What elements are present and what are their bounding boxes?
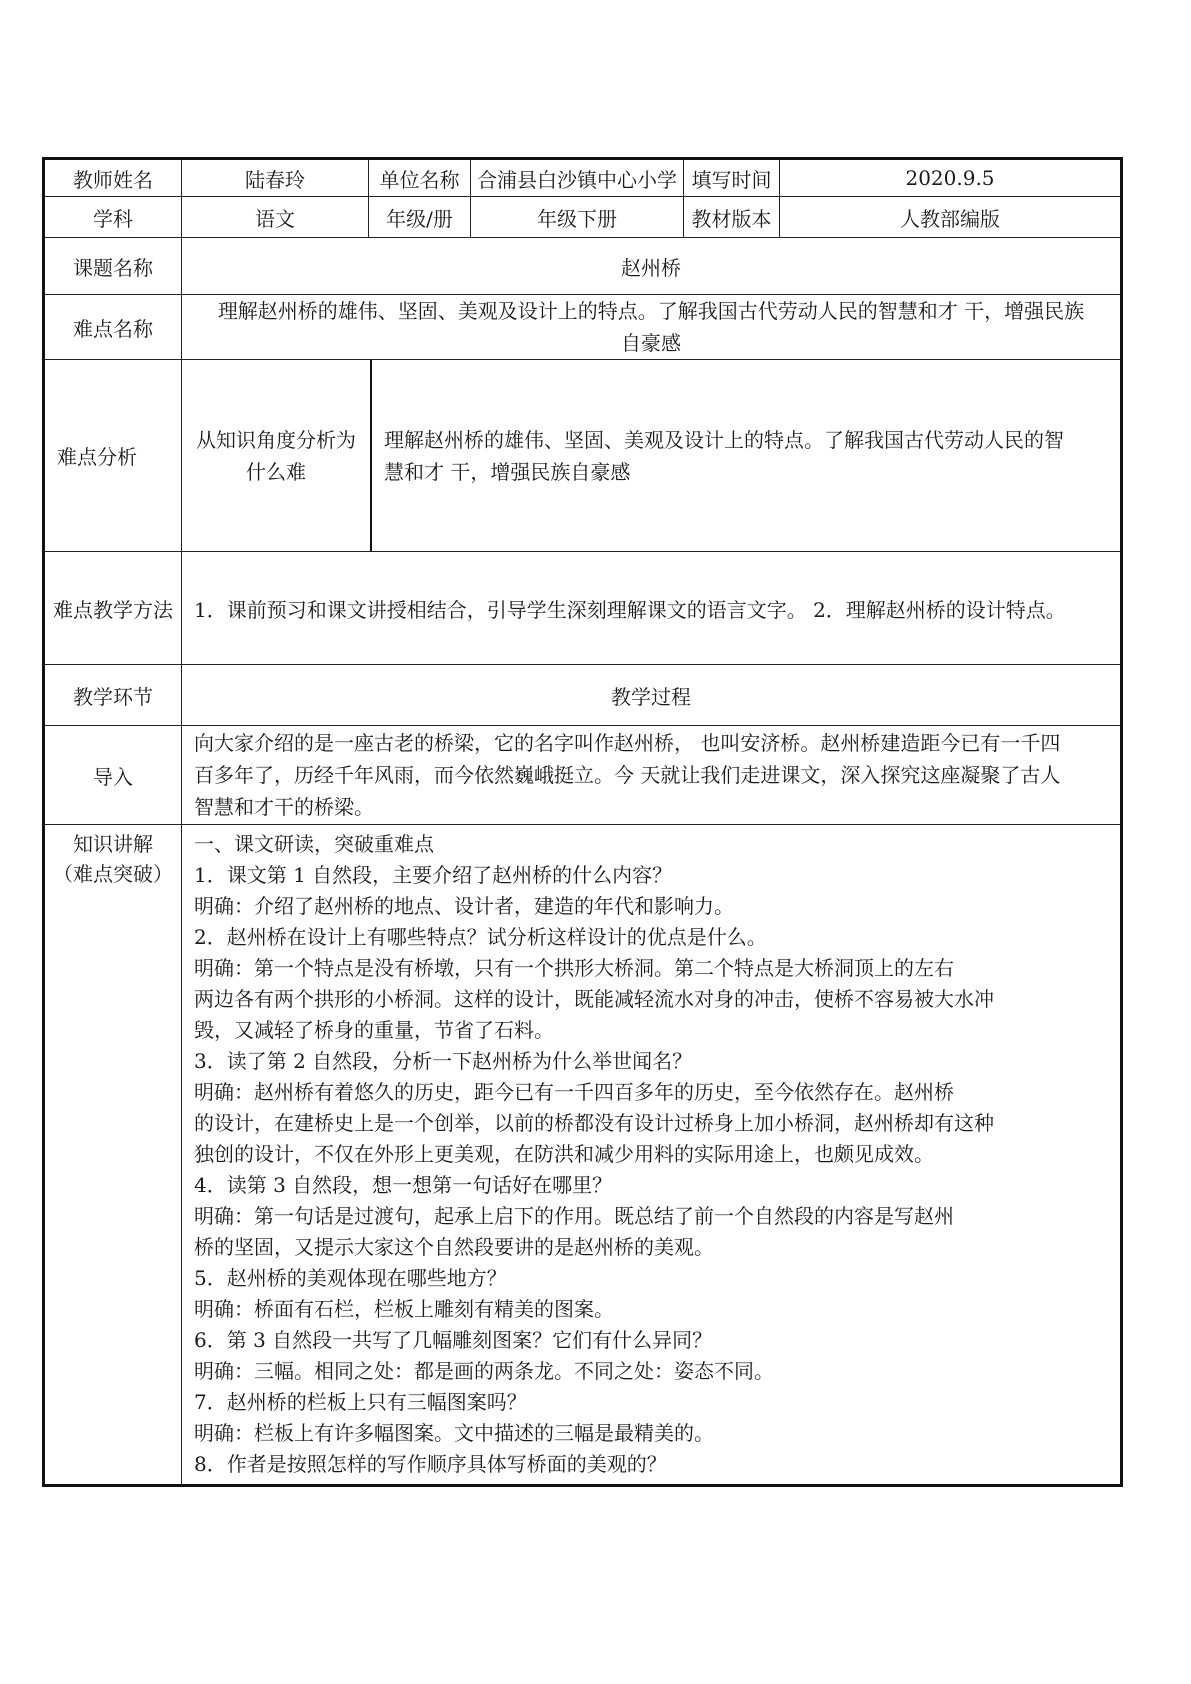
- knowledge-label: [44, 825, 182, 1486]
- topic-row: [44, 238, 1122, 295]
- knowledge-line: 明确：桥面有石栏，栏板上雕刻有精美的图案。: [194, 1297, 614, 1321]
- knowledge-label-line-2: （难点突破）: [53, 862, 173, 886]
- difficulty-value: [182, 295, 1122, 360]
- lesson-plan-table: [42, 157, 1123, 1487]
- process-label: 教学环节: [44, 665, 182, 726]
- knowledge-row: [44, 825, 1122, 1486]
- teacher-value: 陆春玲: [182, 159, 369, 197]
- knowledge-line: 2．赵州桥在设计上有哪些特点？试分析这样设计的优点是什么。: [194, 925, 767, 949]
- intro-value: [182, 726, 1122, 825]
- subject-value: 语文: [182, 197, 369, 238]
- knowledge-line: 桥的坚固，又提示大家这个自然段要讲的是赵州桥的美观。: [194, 1235, 714, 1259]
- date-value: 2020.9.5: [780, 159, 1122, 197]
- knowledge-line: 明确：第一句话是过渡句，起承上启下的作用。既总结了前一个自然段的内容是写赵州: [194, 1204, 954, 1228]
- analysis-sub-label-line-2: 什么难: [246, 459, 306, 484]
- grade-value: 年级下册: [471, 197, 684, 238]
- knowledge-line: 毁，又减轻了桥身的重量，节省了石料。: [194, 1018, 554, 1042]
- unit-value: 合浦县白沙镇中心小学: [471, 159, 684, 197]
- header-row-1: [44, 159, 1122, 197]
- knowledge-content: [182, 825, 1122, 1486]
- intro-label: 导入: [44, 726, 182, 825]
- date-label: 填写时间: [684, 159, 780, 197]
- knowledge-line: 4．读第 3 自然段，想一想第一句话好在哪里？: [194, 1173, 613, 1197]
- method-label: 难点教学方法: [44, 552, 182, 665]
- analysis-cell: [182, 360, 1122, 552]
- knowledge-line: 两边各有两个拱形的小桥洞。这样的设计，既能减轻流水对身的冲击，使桥不容易被大水冲: [194, 987, 994, 1011]
- topic-label: 课题名称: [44, 238, 182, 295]
- analysis-line-2: 慧和才 干，增强民族自豪感: [384, 459, 631, 484]
- knowledge-line: 明确：三幅。相同之处：都是画的两条龙。不同之处：姿态不同。: [194, 1359, 774, 1383]
- knowledge-line: 的设计，在建桥史上是一个创举，以前的桥都没有设计过桥身上加小桥洞，赵州桥却有这种: [194, 1111, 994, 1135]
- method-value: 1．课前预习和课文讲授相结合，引导学生深刻理解课文的语言文字。 2．理解赵州桥的设计特点。: [182, 552, 1122, 665]
- intro-line-3: 智慧和才干的桥梁。: [194, 795, 374, 819]
- teacher-label: 教师姓名: [44, 159, 182, 197]
- knowledge-line: 3．读了第 2 自然段，分析一下赵州桥为什么举世闻名？: [194, 1049, 693, 1073]
- process-value: 教学过程: [182, 665, 1122, 726]
- analysis-line-1: 理解赵州桥的雄伟、坚固、美观及设计上的特点。了解我国古代劳动人民的智: [384, 427, 1064, 452]
- knowledge-line: 明确：栏板上有许多幅图案。文中描述的三幅是最精美的。: [194, 1421, 714, 1445]
- knowledge-line: 独创的设计，不仅在外形上更美观，在防洪和减少用料的实际用途上，也颇见成效。: [194, 1142, 934, 1166]
- subject-label: 学科: [44, 197, 182, 238]
- knowledge-line: 6．第 3 自然段一共写了几幅雕刻图案？它们有什么异同？: [194, 1328, 713, 1352]
- knowledge-line: 8．作者是按照怎样的写作顺序具体写桥面的美观的？: [194, 1452, 667, 1476]
- difficulty-line-1: 理解赵州桥的雄伟、坚固、美观及设计上的特点。了解我国古代劳动人民的智慧和才 干，增强民族: [217, 299, 1085, 323]
- analysis-sub-label: [182, 360, 371, 551]
- edition-label: 教材版本: [684, 197, 780, 238]
- knowledge-line: 7．赵州桥的栏板上只有三幅图案吗？: [194, 1390, 527, 1414]
- knowledge-label-line-1: 知识讲解: [73, 832, 153, 856]
- difficulty-row: [44, 295, 1122, 360]
- topic-value: 赵州桥: [182, 238, 1122, 295]
- analysis-text: [371, 360, 1120, 551]
- knowledge-line: 明确：赵州桥有着悠久的历史，距今已有一千四百多年的历史，至今依然存在。赵州桥: [194, 1080, 954, 1104]
- knowledge-line: 明确：介绍了赵州桥的地点、设计者，建造的年代和影响力。: [194, 894, 734, 918]
- process-header-row: [44, 665, 1122, 726]
- difficulty-line-2: 自豪感: [621, 331, 681, 355]
- analysis-sub-label-line-1: 从知识角度分析为: [196, 427, 356, 452]
- analysis-row: [44, 360, 1122, 552]
- grade-label: 年级/册: [369, 197, 471, 238]
- header-row-2: [44, 197, 1122, 238]
- knowledge-line: 1．课文第 1 自然段，主要介绍了赵州桥的什么内容？: [194, 863, 673, 887]
- analysis-split: [182, 360, 1120, 551]
- intro-line-1: 向大家介绍的是一座古老的桥梁，它的名字叫作赵州桥， 也叫安济桥。赵州桥建造距今已有一千四: [194, 731, 1061, 755]
- edition-value: 人教部编版: [780, 197, 1122, 238]
- unit-label: 单位名称: [369, 159, 471, 197]
- method-row: [44, 552, 1122, 665]
- knowledge-line: 5．赵州桥的美观体现在哪些地方？: [194, 1266, 507, 1290]
- intro-line-2: 百多年了，历经千年风雨，而今依然巍峨挺立。今 天就让我们走进课文，深入探究这座凝聚了古人: [194, 763, 1061, 787]
- intro-row: [44, 726, 1122, 825]
- knowledge-line: 一、课文研读，突破重难点: [194, 832, 434, 856]
- knowledge-line: 明确：第一个特点是没有桥墩，只有一个拱形大桥洞。第二个特点是大桥洞顶上的左右: [194, 956, 954, 980]
- analysis-label: 难点分析: [44, 360, 182, 552]
- difficulty-label: 难点名称: [44, 295, 182, 360]
